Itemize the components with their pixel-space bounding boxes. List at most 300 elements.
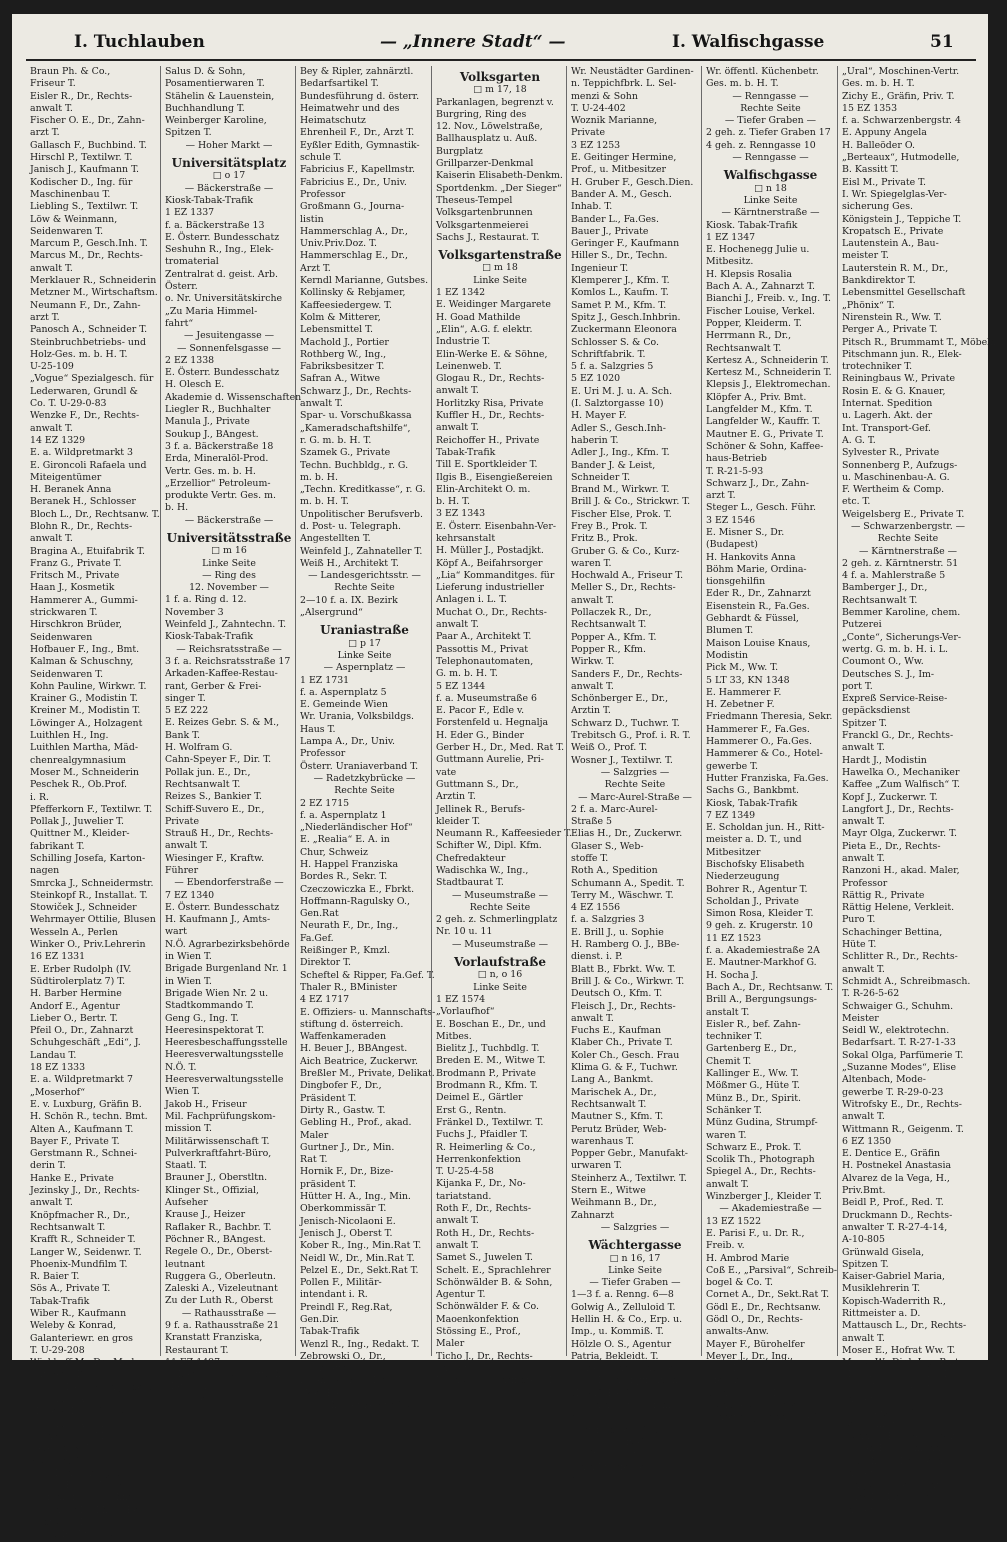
- directory-entry: Erst G., Rentn.: [436, 1104, 507, 1116]
- directory-entry: R. Heimerling & Co.,: [436, 1141, 536, 1153]
- directory-entry: Peschek R., Ob.Prof.: [30, 779, 127, 791]
- directory-entry: Reinthaler R., Private: [706, 1400, 810, 1412]
- directory-entry: Kaffee „Zum Walfisch“ T.: [842, 779, 960, 791]
- directory-entry: Wenzke F., Dr., Rechts-: [30, 410, 140, 422]
- directory-entry: anwalt T.: [571, 1012, 614, 1024]
- directory-entry: Pollaczek R., Dr.,: [571, 607, 652, 619]
- directory-entry: Brill J. & Co., Strickwr. T.: [571, 496, 691, 508]
- directory-entry: 4 geh. z. Renngasse 10: [706, 139, 816, 151]
- directory-entry: Co. T. U-29-0-83: [30, 398, 107, 410]
- cross-street-marker: Linke Seite: [608, 1264, 662, 1276]
- cross-street-marker: — Schwarzenbergstr. —: [850, 520, 966, 532]
- directory-entry: Univ.Priv.Doz. T.: [300, 238, 377, 250]
- directory-entry: G. m. b. H. T.: [436, 668, 498, 680]
- column-1: [26, 66, 160, 1541]
- directory-entry: Popper A., Kfm. T.: [571, 631, 657, 643]
- cross-street-marker: — Schallautzerstraße —: [307, 1400, 422, 1412]
- directory-entry: Spar- u. Vorschußkassa: [300, 410, 412, 422]
- directory-entry: 3 EZ 1253: [571, 139, 621, 151]
- directory-entry: Bach A., Dr., Rechtsanw. T.: [706, 981, 834, 993]
- directory-entry: Wr. öffentl. Küchenbetr.: [706, 66, 819, 77]
- directory-entry: E. Misner S., Dr.: [706, 526, 785, 538]
- directory-entry: 22 f. a. Hoher Markt 5: [30, 1480, 137, 1492]
- directory-entry: Bischofsky Elisabeth: [706, 859, 805, 870]
- directory-entry: Telephonautomaten,: [436, 655, 534, 667]
- directory-entry: E. a. Wildpretmarkt 3: [30, 447, 133, 459]
- directory-entry: Priv.Bmt.: [842, 1185, 886, 1197]
- directory-entry: Langer W., Seidenwr. T.: [30, 1246, 142, 1258]
- directory-entry: Private: [571, 127, 605, 139]
- directory-entry: Bloch L., Dr., Rechtsanw. T.: [30, 508, 160, 520]
- directory-entry: Jakob H., Friseur: [165, 1098, 247, 1110]
- directory-entry: E. Gironcoli Rafaela und: [30, 459, 147, 471]
- directory-entry: anwalt T.: [842, 742, 885, 754]
- directory-entry: trotechniker T.: [842, 361, 913, 373]
- directory-entry: Arkaden-Kaffee-Restau-: [165, 668, 278, 680]
- directory-entry: Oberkommissär T.: [300, 1203, 387, 1215]
- directory-entry: Sylvester R., Private: [842, 447, 940, 459]
- directory-entry: Stowiček J., Schneider: [30, 902, 137, 914]
- directory-entry: Ticho J., Dr., Rechts-: [436, 1350, 533, 1362]
- directory-entry: Böhm Marie, Ordina-: [706, 563, 807, 575]
- directory-entry: chenrealgymnasium: [30, 754, 127, 766]
- directory-entry: anwalt T.: [842, 1504, 885, 1516]
- directory-entry: Arztin T.: [571, 705, 611, 717]
- directory-entry: Roth A., Spedition: [571, 865, 658, 877]
- directory-entry: Schifter W., Dipl. Kfm.: [436, 840, 542, 852]
- directory-entry: E. Geitinger Hermine,: [571, 152, 677, 164]
- directory-entry: Pitsch R., Brummamt T., Möbeln T.: [842, 336, 1007, 348]
- directory-entry: Zahnarzt: [571, 1209, 614, 1221]
- directory-entry: H. Eder G., Binder: [436, 729, 525, 741]
- directory-entry: Lieferung industrieller: [436, 582, 545, 594]
- directory-entry: menzi & Sohn: [571, 90, 638, 102]
- cross-street-marker: — Hoher Markt —: [185, 139, 273, 151]
- directory-entry: anwalt: [842, 1467, 875, 1479]
- directory-entry: Hammerschlag E., Dr.,: [300, 250, 408, 262]
- cross-street-marker: — Salzgries —: [600, 1221, 670, 1233]
- directory-entry: leutnant: [165, 1258, 205, 1270]
- directory-entry: Schneider T.: [571, 471, 631, 483]
- directory-entry: Heeresverwaltungsstelle: [165, 1049, 284, 1061]
- header-district: — „Innere Stadt“ —: [380, 32, 566, 52]
- directory-entry: Schwarz D., Tuchwr. T.: [571, 717, 680, 729]
- directory-entry: Kijanka F., Dr., No-: [436, 1178, 526, 1190]
- directory-entry: wertg. G. m. b. H. i. L.: [842, 643, 949, 655]
- directory-entry: Zaleski A., Vizeleutnant: [165, 1283, 278, 1295]
- directory-entry: Maler: [300, 1129, 329, 1141]
- directory-entry: 11 EZ 1523: [706, 932, 762, 944]
- cross-street-marker: — Reichsratsstraße —: [176, 643, 282, 655]
- directory-entry: Pfefferkorn F., Textilwr. T.: [30, 803, 153, 815]
- directory-entry: etc. T.: [842, 496, 871, 508]
- directory-entry: Pelzel E., Dr., Sekt.Rat T.: [300, 1264, 419, 1276]
- directory-entry: Modew. T. U-29-1-53: [30, 1406, 128, 1418]
- column-2: [160, 66, 302, 1405]
- directory-entry: Reizes S., Bankier T.: [165, 791, 262, 803]
- directory-entry: Sanders F., Dr., Rechts-: [571, 668, 683, 680]
- directory-entry: Wr. Neustädter Gardinen-: [571, 66, 694, 77]
- directory-entry: „Zu Maria Himmel-: [165, 305, 258, 317]
- directory-entry: Panosch A., Schneider T.: [30, 324, 148, 336]
- cross-street-marker: Rechte Seite: [469, 901, 531, 913]
- directory-entry: Hornik F., Dr., Bize-: [300, 1166, 394, 1178]
- directory-entry: Löw & Weinmann,: [30, 213, 118, 225]
- directory-entry: f. a. Schwarzenbergstr. 4: [842, 115, 961, 127]
- directory-entry: 9 geh. z. Krugerstr. 10: [706, 920, 813, 932]
- directory-entry: Pitschmann jun. R., Elek-: [842, 348, 962, 360]
- directory-entry: Kranstatt Franziska,: [165, 1332, 263, 1344]
- directory-entry: Heeresbeschaffungsstelle: [165, 1037, 288, 1049]
- directory-entry: „Phönix“ T.: [842, 299, 895, 311]
- directory-entry: Österr. Uraniaverband T.: [300, 760, 419, 772]
- directory-entry: tionsgehilfin: [706, 576, 766, 588]
- directory-entry: Friedmann Theresia, Sekr.: [706, 711, 833, 723]
- directory-entry: E. Uri M. J. u. A. Sch.: [571, 385, 673, 397]
- directory-entry: Stark B., Dr., Rechts-: [842, 1492, 943, 1504]
- directory-entry: Jenisch J., Oberst T.: [300, 1227, 393, 1239]
- directory-entry: E. „Realia“ E. A. in: [300, 834, 390, 846]
- directory-entry: Popper, Kleiderm. T.: [706, 317, 802, 329]
- directory-entry: Gebling H., Prof., akad.: [300, 1117, 412, 1129]
- directory-entry: „Lia“ Kommanditges. für: [436, 569, 555, 581]
- directory-entry: „Moserhof“: [30, 1086, 86, 1098]
- street-heading: Volksgarten: [459, 70, 541, 84]
- cross-street-marker: — Ring des: [202, 569, 256, 581]
- cross-street-marker: Rechte Seite: [334, 785, 395, 797]
- directory-entry: Volksgartenbrunnen: [436, 207, 533, 219]
- directory-entry: 1 f. a. Ring d. 12.: [165, 594, 247, 606]
- directory-entry: 9 f. a. Rathausstraße 21: [165, 1319, 280, 1331]
- directory-entry: Strauß H., Dr., Rechts-: [165, 828, 274, 840]
- directory-entry: Golwig A., Zelluloid T.: [571, 1301, 676, 1313]
- directory-entry: Hammerer O., Fa.Ges.: [706, 736, 812, 748]
- directory-entry: Scheftel & Ripper, Fa.Gef. T.: [300, 969, 435, 981]
- directory-entry: Lebensmittel T.: [842, 1418, 915, 1430]
- directory-entry: E. Mautner-Markhof G.: [706, 957, 817, 969]
- directory-entry: E. Parisi F., u. Dr. R.,: [706, 1227, 805, 1239]
- directory-entry: Kiosk-Tabak-Trafik: [165, 194, 254, 206]
- cross-street-marker: — Landskrongasse —: [42, 1467, 145, 1479]
- directory-entry: Bander A. M., Gesch.: [571, 188, 672, 200]
- directory-entry: anwalt T.: [30, 102, 73, 114]
- directory-entry: Fischer Else, Prok. T.: [571, 508, 672, 520]
- column-5: [566, 66, 702, 1485]
- directory-entry: November 3: [165, 606, 224, 618]
- directory-entry: sicherung Ges.: [842, 201, 914, 213]
- directory-entry: Janisch J., Kaufmann T.: [30, 164, 139, 176]
- directory-entry: anwalt T.: [436, 1239, 479, 1251]
- column-6: [701, 66, 838, 1424]
- directory-entry: Lebensmittel T.: [300, 324, 373, 336]
- directory-entry: 2 f. a. Marc-Aurel-: [571, 803, 658, 815]
- directory-entry: Brill A., Bergungsungs-: [706, 994, 817, 1006]
- directory-entry: Kiosk-Tabak-Trafik: [165, 631, 254, 643]
- directory-entry: Rechtsanwalt T.: [571, 1098, 647, 1110]
- directory-entry: Bianchi J., Freib. v., Ing. T.: [706, 293, 831, 305]
- directory-entry: Hütter H. A., Ing., Min.: [300, 1191, 411, 1203]
- directory-entry: anwalt T.: [436, 1362, 479, 1374]
- directory-entry: 1 EZ 1347: [706, 231, 756, 243]
- directory-entry: A-10-805: [842, 1234, 885, 1246]
- directory-entry: T. U-29-208: [30, 1344, 85, 1356]
- directory-entry: H. Beranek Anna: [30, 484, 112, 496]
- directory-entry: anwalt T.: [706, 1178, 749, 1190]
- directory-entry: Witrofsky E., Dr., Rechts-: [842, 1098, 962, 1110]
- directory-entry: Simon Rosa, Kleider T.: [706, 908, 814, 920]
- directory-entry: anwalt T.: [436, 422, 479, 434]
- directory-entry: Lang A., Bankmt.: [571, 1074, 654, 1086]
- directory-entry: Popper Gebr., Manufakt-: [571, 1148, 688, 1160]
- directory-entry: Weinfeld J., Zahnateller T.: [300, 545, 423, 557]
- directory-entry: „Alsergrund“: [300, 607, 363, 619]
- directory-entry: Wiber R., Kaufmann: [30, 1307, 127, 1319]
- directory-entry: 11 EZ 1497: [165, 1356, 221, 1368]
- header-right-street: I. Walfischgasse: [672, 32, 825, 52]
- directory-entry: 2 geh. z. Kärntnerstr. 51: [842, 557, 959, 569]
- directory-entry: Koler Ch., Gesch. Frau: [571, 1049, 680, 1061]
- street-heading: Walfischgasse: [723, 168, 818, 183]
- directory-entry: Vertr. Ges. m. b. H.: [165, 465, 256, 477]
- directory-entry: Elias H., Dr., Zuckerwr.: [571, 828, 683, 840]
- directory-entry: Krafft R., Schneider T.: [30, 1234, 136, 1246]
- directory-entry: Guttmann S., Dr.,: [436, 778, 519, 790]
- directory-entry: Stadtkommando T.: [165, 1000, 254, 1012]
- directory-entry: b. H. T.: [436, 496, 470, 508]
- directory-entry: (I. Salztorgasse 10): [571, 398, 664, 410]
- directory-entry: Sokal Olga, Parfümerie T.: [842, 1049, 964, 1061]
- directory-entry: E. Offiziers- u. Mannschafts-: [300, 1006, 436, 1018]
- directory-entry: Industrie T.: [436, 336, 491, 348]
- directory-entry: Marischek A., Dr.,: [571, 1086, 657, 1098]
- directory-entry: „Vogue“ Spezialgesch. für: [30, 373, 154, 385]
- directory-entry: r. G. m. b. H. T.: [300, 434, 372, 446]
- directory-entry: T. R-21-5-93: [706, 465, 764, 477]
- directory-entry: haberin T.: [571, 434, 619, 446]
- directory-entry: m. b. H. in Liquidation: [571, 1375, 679, 1387]
- directory-entry: Hoffenreich S., Schirme T.: [30, 1492, 155, 1504]
- directory-entry: derin T.: [30, 1160, 66, 1172]
- directory-entry: Bohrer R., Agentur T.: [706, 883, 808, 895]
- directory-entry: Kaiserin Elisabeth-Denkm.: [436, 170, 563, 182]
- directory-entry: Sonnenberg P., Aufzugs-: [842, 459, 958, 471]
- directory-entry: Bielitz J., Tuchbdlg. T.: [436, 1043, 540, 1055]
- directory-entry: produkte Vertr. Ges. m.: [165, 490, 276, 502]
- directory-entry: Internat. Spedition: [842, 398, 933, 410]
- directory-entry: Bragina A., Etuifabrik T.: [30, 545, 145, 557]
- directory-entry: Pöchner R., BAngest.: [165, 1233, 266, 1245]
- directory-entry: Liebling S., Textilwr. T.: [30, 201, 139, 213]
- directory-entry: H. Happel Franziska: [300, 859, 399, 870]
- directory-entry: Seifenindustr. Gef. m.: [571, 1400, 675, 1412]
- directory-entry: Merklauer R., Schneiderin: [30, 275, 157, 287]
- directory-entry: Steinbruchbetriebs- und: [30, 336, 146, 348]
- directory-entry: Theseus-Tempel: [436, 194, 513, 206]
- directory-entry: Kalman & Schuschny,: [30, 656, 134, 668]
- directory-entry: „Ural“, Moschinen-Vertr.: [842, 66, 960, 77]
- directory-entry: 2 EZ 1715: [300, 797, 350, 809]
- directory-entry: Glogau R., Dr., Rechts-: [436, 373, 545, 385]
- directory-entry: Hammerschlag A., Dr.,: [300, 225, 408, 237]
- directory-entry: Lampa A., Dr., Univ.: [300, 736, 395, 748]
- directory-entry: Moser W., Dipl.-Ing. Bmt.: [842, 1357, 962, 1369]
- directory-entry: 5 LT 33, KN 1348: [706, 674, 790, 686]
- directory-entry: anwalt T.: [30, 422, 73, 434]
- directory-entry: E. Dentice E., Gräfin: [842, 1148, 941, 1160]
- directory-entry: Deutsches S. J., Im-: [842, 668, 935, 680]
- directory-entry: arzt T.: [30, 127, 60, 139]
- directory-entry: fabrikant T.: [30, 840, 85, 852]
- directory-entry: Zwanowetz E., Dr.,: [300, 1375, 390, 1387]
- directory-entry: Nieder-Ost. Ges. f.: [706, 1375, 795, 1387]
- directory-entry: Stähelin & Lauenstein,: [165, 90, 275, 102]
- cross-street-marker: 12. November —: [189, 582, 269, 594]
- directory-entry: Kallinger E., Ww. T.: [706, 1068, 799, 1080]
- cross-street-marker: — Radetzkybrücke —: [313, 772, 416, 784]
- directory-entry: Luithlen Martha, Mäd-: [30, 742, 139, 754]
- directory-entry: Pick M., Ww. T.: [706, 662, 779, 674]
- directory-entry: Marcus M., Dr., Rechts-: [30, 250, 143, 262]
- cross-street-marker: Rechte Seite: [740, 102, 801, 114]
- directory-entry: Adler S., Gesch.Inh-: [571, 422, 666, 434]
- directory-entry: Musiklehrerin T.: [842, 1283, 921, 1295]
- directory-entry: H. Schön R., techn. Bmt.: [30, 1111, 148, 1123]
- directory-entry: „Techn. Kreditkasse“, r. G.: [300, 484, 426, 496]
- directory-entry: Mößmer G., Hüte T.: [706, 1080, 800, 1092]
- directory-entry: Brigade Burgenland Nr. 1: [165, 963, 288, 975]
- directory-entry: Wien T.: [165, 1086, 200, 1098]
- directory-entry: fenindustrie Gef. m.: [571, 1461, 666, 1473]
- directory-entry: 5 f. a. Salzgries 5: [571, 361, 654, 373]
- directory-entry: Kropatsch E., Private: [842, 225, 944, 237]
- directory-entry: Breden E. M., Witwe T.: [436, 1055, 546, 1067]
- directory-entry: Fischer Louise, Verkel.: [706, 305, 815, 317]
- directory-entry: N.Ö. T.: [165, 1061, 197, 1073]
- directory-entry: Mitbes.: [436, 1030, 472, 1042]
- directory-entry: Nr. 10 u. 11: [436, 926, 493, 938]
- directory-entry: Gruber G. & Co., Kurz-: [571, 545, 680, 557]
- directory-entry: Langfelder W., Kauffr. T.: [706, 416, 821, 428]
- directory-entry: H. Hankovits Anna: [706, 551, 796, 563]
- directory-entry: Bundesführung d. österr.: [300, 90, 420, 102]
- directory-entry: Sachs J., Restaurat. T.: [436, 231, 540, 243]
- directory-entry: Schönwälder F. & Co.: [436, 1301, 539, 1313]
- directory-entry: Alten A., Kaufmann T.: [30, 1123, 134, 1135]
- directory-entry: u. Lagerh. Akt. der: [842, 410, 933, 422]
- directory-entry: Smrcka J., Schneidermstr.: [30, 877, 154, 889]
- directory-entry: Steinkopf R., Installat. T.: [30, 889, 148, 901]
- directory-entry: Scholdan J., Private: [706, 895, 799, 907]
- directory-entry: H. Gruber F., Gesch.Dien.: [571, 176, 694, 188]
- directory-entry: Wiesinger F., Kraftw.: [165, 852, 265, 864]
- directory-entry: Bauer J., Private: [571, 225, 649, 237]
- directory-entry: Stadtbaurat T.: [436, 877, 504, 889]
- cross-street-marker: — Renngasse —: [732, 90, 809, 102]
- directory-entry: Mautner E. G., Private T.: [706, 428, 824, 440]
- directory-entry: Langfelder M., Kfm. T.: [706, 404, 813, 416]
- directory-entry: 4 EZ 1556: [571, 902, 621, 914]
- directory-entry: H. Goad Mathilde: [436, 311, 521, 323]
- directory-entry: Klinger St., Offizial,: [165, 1184, 260, 1196]
- directory-entry: 20 f. a. Landskrongasse 5: [30, 1381, 152, 1393]
- directory-entry: tariatstand.: [436, 1190, 492, 1202]
- directory-entry: Seshuhn R., Ing., Elek-: [165, 244, 274, 256]
- directory-entry: 13 EZ 1522: [706, 1215, 762, 1227]
- directory-entry: Pollak jun. E., Dr.,: [165, 766, 251, 778]
- directory-entry: Direktor T.: [300, 957, 351, 969]
- cross-street-marker: — Ebendorferstraße —: [174, 877, 284, 889]
- directory-entry: Fuchs E., Kaufman: [571, 1025, 662, 1037]
- directory-entry: Rothberg W., Ing.,: [300, 348, 387, 360]
- cross-street-marker: — Kärntnerstraße —: [721, 207, 820, 219]
- cross-street-marker: — Bäckerstraße —: [184, 514, 274, 526]
- directory-entry: Deimel E., Gärtler: [436, 1092, 523, 1104]
- directory-entry: H. Kaufmann J., Amts-: [165, 914, 271, 926]
- directory-entry: Hirschl P., Textilwr. T.: [30, 152, 133, 164]
- directory-entry: Neurath F., Dr., Ing.,: [300, 920, 399, 932]
- directory-entry: Professor: [300, 748, 346, 760]
- directory-entry: H. Socha J.: [706, 969, 759, 981]
- directory-entry: Tabak-Trafik: [300, 1326, 360, 1338]
- directory-entry: Guttmann Aurelie, Pri-: [436, 754, 544, 766]
- directory-entry: E. Gemeinde Wien: [300, 699, 388, 711]
- directory-entry: Rättig R., Private: [842, 889, 925, 901]
- directory-entry: Wiener R., Schriftstell. T.: [436, 1375, 556, 1387]
- directory-entry: Preindl F., Reg.Rat,: [300, 1301, 393, 1313]
- cross-street-marker: — Museumstraße —: [451, 938, 549, 950]
- directory-entry: E. v. Luxburg, Gräfin B.: [30, 1098, 142, 1110]
- directory-entry: Frühwald R., Modew. T.: [30, 1430, 143, 1442]
- directory-entry: Brauner J., Oberstltn.: [165, 1172, 268, 1184]
- directory-entry: Löwinger A., Holzagent: [30, 717, 143, 729]
- directory-entry: Thaler R., BMinister: [300, 981, 398, 993]
- directory-entry: Ilgis B., Eisengießereien: [436, 471, 553, 483]
- directory-entry: anwalt T.: [300, 398, 343, 410]
- directory-entry: Ruggera G., Oberleutn.: [165, 1270, 276, 1282]
- directory-entry: Kreiner M., Modistin T.: [30, 705, 141, 717]
- directory-entry: Kertesz M., Schneiderin T.: [706, 367, 832, 379]
- directory-entry: Bedarfsart. T. R-27-1-33: [842, 1037, 956, 1049]
- directory-entry: Angestellten T.: [300, 533, 371, 545]
- directory-entry: Luithlen H., Ing.: [30, 730, 109, 742]
- directory-entry: H. Mayer F.: [571, 410, 627, 422]
- directory-entry: Stern E., Witwe: [571, 1185, 646, 1197]
- directory-entry: Fuchs J., Pfaidler T.: [436, 1129, 528, 1141]
- directory-entry: H. Balleöder O.: [842, 139, 915, 151]
- directory-entry: Polst Magdalene,: [842, 1406, 925, 1418]
- cross-street-marker: — Tiefer Graben —: [589, 1277, 681, 1289]
- directory-entry: Kaffeesiedergew. T.: [300, 299, 393, 311]
- directory-entry: Weihmann B., Dr.,: [571, 1197, 657, 1209]
- directory-entry: Neidl W., Dr., Min.Rat T.: [300, 1252, 415, 1264]
- directory-entry: Aich Beatrice, Zuckerwr.: [300, 1055, 419, 1067]
- directory-entry: Burgring, Ring des: [436, 108, 527, 120]
- cross-street-marker: — Sonnenfelsgasse —: [176, 342, 282, 354]
- directory-entry: Schönberger E., Dr.,: [571, 693, 669, 705]
- directory-entry: Frey B., Prok. T.: [571, 520, 648, 532]
- directory-entry: in Wien T.: [165, 975, 212, 987]
- directory-entry: waren T.: [706, 1129, 747, 1141]
- directory-entry: Quittner M., Kleider-: [30, 828, 130, 840]
- directory-entry: Jellinek R., Berufs-: [436, 803, 525, 815]
- directory-entry: Raflaker R., Bachbr. T.: [165, 1221, 272, 1233]
- directory-entry: Herrenkonfektion: [436, 1153, 521, 1165]
- directory-entry: Deutsch O., Kfm. T.: [571, 988, 663, 1000]
- directory-entry: b. H.: [571, 1473, 595, 1485]
- directory-entry: meister T.: [842, 250, 889, 262]
- directory-entry: Fabriksbesitzer T.: [300, 361, 385, 373]
- directory-entry: Safran A., Witwe: [300, 373, 381, 385]
